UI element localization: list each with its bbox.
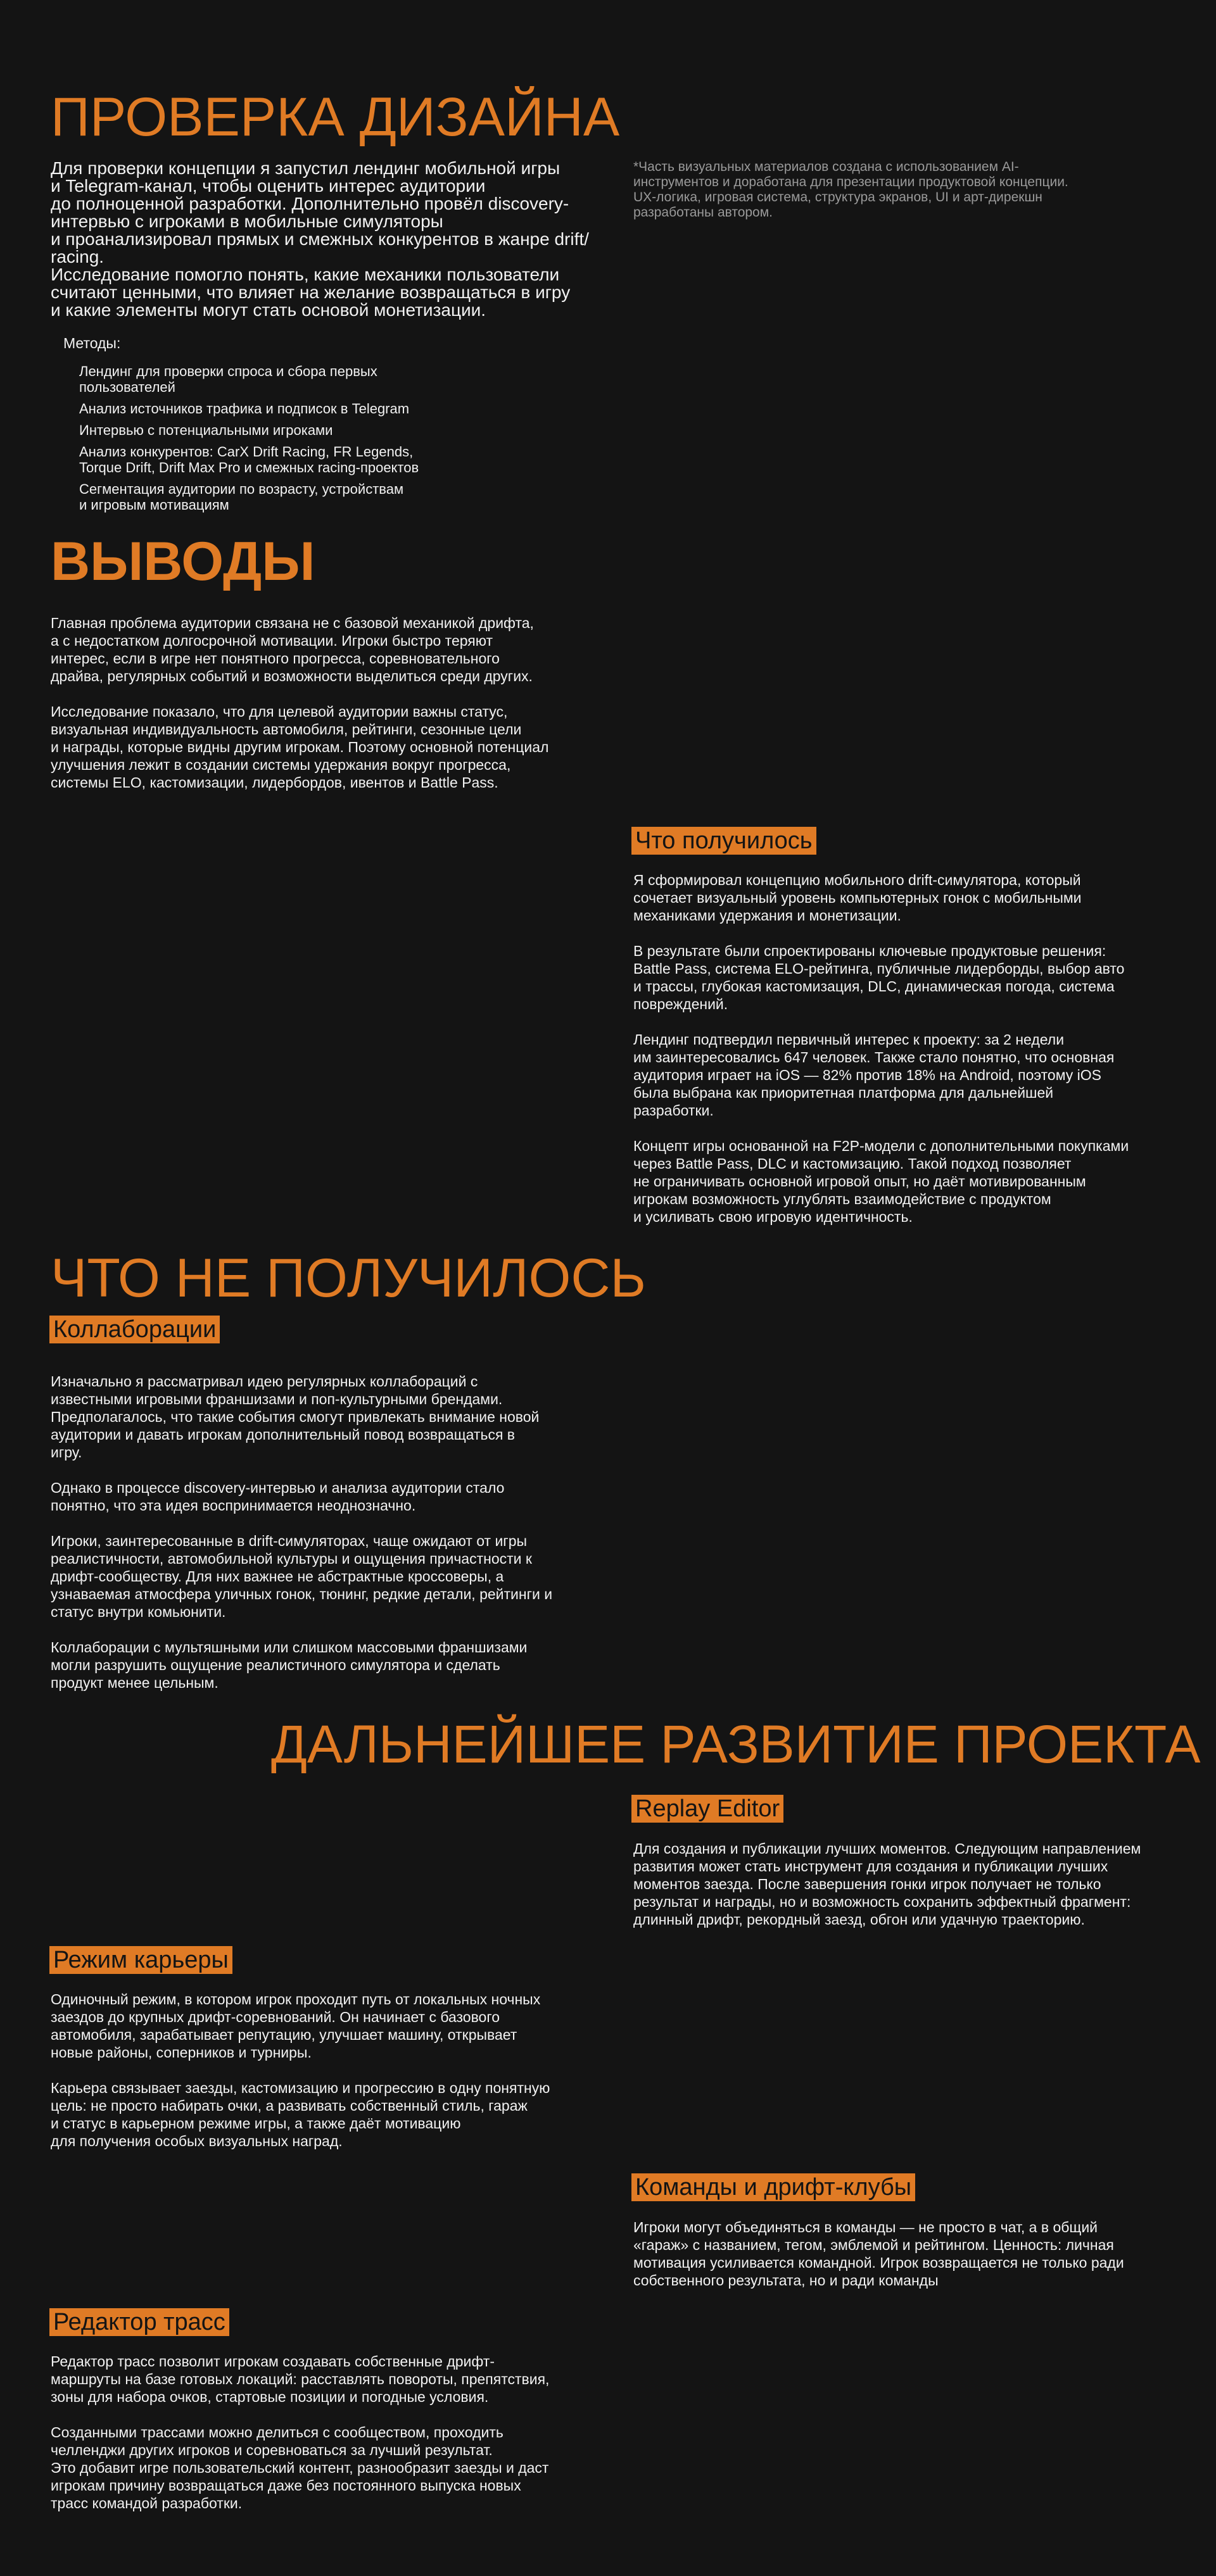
failure-paragraph: Однако в процессе discovery-интервью и анализа аудитории стало понятно, что эта идея воспринимается неоднозначно. <box>51 1480 505 1514</box>
conclusions-title: ВЫВОДЫ <box>51 531 315 592</box>
success-paragraph: Лендинг подтвердил первичный интерес к проекту: за 2 недели им заинтересовались 647 человек. Также стало понятно, что основная аудитория играет на iOS — 82% против 18% на Android, поэтому iOS была выбрана как приоритетная платформа для дальнейшей разработки. <box>633 1031 1115 1119</box>
validation-intro: Для проверки концепции я запустил лендинг мобильной игры и Telegram-канал, чтобы оценить интерес аудитории до полноценной разработки. Дополнительно провёл discovery- интервью с игроками в мобильные симуляторы и проанализировал прямых и смежных конкурентов в жанре drift/ racing. Исследование помогло понять, какие механики пользователи считают ценными, что влияет на желание возвращаться в игру и какие элементы могут стать основой монетизации. <box>51 158 589 320</box>
failure-paragraph: Изначально я рассматривал идею регулярных коллабораций с известными игровыми франшизами и поп-культурными брендами. Предполагалось, что такие события смогут привлекать внимание новой аудитории и давать игрокам дополнительный повод возвращаться в игру. <box>51 1373 540 1461</box>
method-item: Интервью с потенциальными игроками <box>79 422 333 438</box>
career-paragraph: Одиночный режим, в котором игрок проходит путь от локальных ночных заездов до крупных дрифт-соревнований. Он начинает с базового автомобиля, зарабатывает репутацию, улучшает машину, открывает новые районы, соперников и турниры. <box>51 1991 541 2061</box>
method-item: Анализ источников трафика и подписок в Telegram <box>79 401 410 417</box>
success-paragraph: Я сформировал концепцию мобильного drift-симулятора, который сочетает визуальный уровень компьютерных гонок с мобильными механиками удержания и монетизации. <box>633 872 1082 924</box>
teams-section-tag <box>631 2173 915 2201</box>
editor-body <box>51 2353 621 2512</box>
replay-body <box>633 1840 1191 1928</box>
method-item: Сегментация аудитории по возрасту, устройствам и игровым мотивациям <box>79 481 404 513</box>
replay-section-tag <box>631 1795 783 1823</box>
career-paragraph: Карьера связывает заезды, кастомизацию и прогрессию в одну понятную цель: не просто набирать очки, а развивать собственный стиль, гараж и статус в карьерном режиме игры, а также даёт мотивацию для получения особых визуальных наград. <box>51 2080 550 2149</box>
editor-paragraph: Созданными трассами можно делиться с сообществом, проходить челленджи других игроков и соревноваться за лучший результат. Это добавит игре пользовательский контент, разнообразит заезды и даст игрокам причину возвращаться даже без постоянного выпуска новых трасс командой разработки. <box>51 2424 549 2511</box>
success-paragraph: Концепт игры основанной на F2P-модели с дополнительными покупками через Battle Pass, DLC и кастомизацию. Такой подход позволяет не ограничивать основной игровой опыт, но даёт мотивированным игрокам возможность углублять взаимодействие с продуктом и усиливать свою игровую идентичность. <box>633 1138 1129 1225</box>
failure-section-tag <box>49 1316 220 1343</box>
teams-paragraph: Игроки могут объединяться в команды — не просто в чат, а в общий «гараж» с названием, тегом, эмблемой и рейтингом. Ценность: личная мотивация усиливается командной. Игрок возвращается не только ради собственного результата, но и ради команды <box>633 2219 1124 2289</box>
conclusions-paragraph: Исследование показало, что для целевой аудитории важны статус, визуальная индивидуальность автомобиля, рейтинги, сезонные цели и награды, которые видны другим игрокам. Поэтому основной потенциал улучшения лежит в создании системы удержания вокруг прогресса, системы ELO, кастомизации, лидербордов, ивентов и Battle Pass. <box>51 703 549 791</box>
editor-paragraph: Редактор трасс позволит игрокам создавать собственные дрифт- маршруты на базе готовых локаций: расставлять повороты, препятствия, зоны для набора очков, стартовые позиции и погодные условия. <box>51 2353 550 2405</box>
collaborations-tag: Коллаборации <box>49 1316 220 1343</box>
method-item: Анализ конкурентов: CarX Drift Racing, FR Legends, Torque Drift, Drift Max Pro и смежных racing-проектов <box>79 444 419 475</box>
methods-list <box>79 363 586 518</box>
editor-section-tag <box>49 2308 229 2336</box>
teams-body <box>633 2218 1191 2289</box>
success-body <box>633 871 1191 1226</box>
success-paragraph: В результате были спроектированы ключевые продуктовые решения: Battle Pass, система ELO-рейтинга, публичные лидерборды, выбор авто и трассы, глубокая кастомизация, DLC, динамическая погода, система повреждений. <box>633 943 1125 1012</box>
method-item: Лендинг для проверки спроса и сбора первых пользователей <box>79 363 377 395</box>
failure-paragraph: Игроки, заинтересованные в drift-симуляторах, чаще ожидают от игры реалистичности, автомобильной культуры и ощущения причастности к дрифт-сообществу. Для них важнее не абстрактные кроссоверы, а узнаваемая атмосфера уличных гонок, тюнинг, редкие детали, рейтинги и статус внутри комьюнити. <box>51 1533 553 1620</box>
career-mode-tag: Режим карьеры <box>49 1946 232 1974</box>
failure-body <box>51 1373 621 1692</box>
teams-clubs-tag: Команды и дрифт-клубы <box>631 2173 915 2201</box>
failure-title: ЧТО НЕ ПОЛУЧИЛОСЬ <box>51 1248 646 1309</box>
ai-disclaimer-note: *Часть визуальных материалов создана с использованием AI- инструментов и доработана для презентации продуктовой концепции. UX-логика, игровая система, структура экранов, UI и арт-дирекшн разработаны автором. <box>633 160 1068 220</box>
conclusions-body <box>51 614 621 791</box>
career-section-tag <box>49 1946 232 1974</box>
success-section-tag <box>631 827 816 855</box>
career-body <box>51 1990 621 2150</box>
replay-paragraph: Для создания и публикации лучших моментов. Следующим направлением развития может стать инструмент для создания и публикации лучших моментов заезда. После завершения гонки игрок получает не только результат и награды, но и возможность сохранить эффектный фрагмент: длинный дрифт, рекордный заезд, обгон или удачную траекторию. <box>633 1840 1141 1928</box>
replay-editor-tag: Replay Editor <box>631 1795 783 1823</box>
failure-paragraph: Коллаборации с мультяшными или слишком массовыми франшизами могли разрушить ощущение реалистичного симулятора и сделать продукт менее цельным. <box>51 1639 528 1691</box>
validation-title: ПРОВЕРКА ДИЗАЙНА <box>51 87 620 148</box>
track-editor-tag: Редактор трасс <box>49 2308 229 2336</box>
success-tag: Что получилось <box>631 827 816 855</box>
future-title: ДАЛЬНЕЙШЕЕ РАЗВИТИЕ ПРОЕКТА <box>271 1714 1201 1774</box>
conclusions-paragraph: Главная проблема аудитории связана не с базовой механикой дрифта, а с недостатком долгосрочной мотивации. Игроки быстро теряют интерес, если в игре нет понятного прогресса, соревновательного драйва, регулярных событий и возможности выделиться среди других. <box>51 615 534 684</box>
methods-label: Методы: <box>63 335 121 351</box>
